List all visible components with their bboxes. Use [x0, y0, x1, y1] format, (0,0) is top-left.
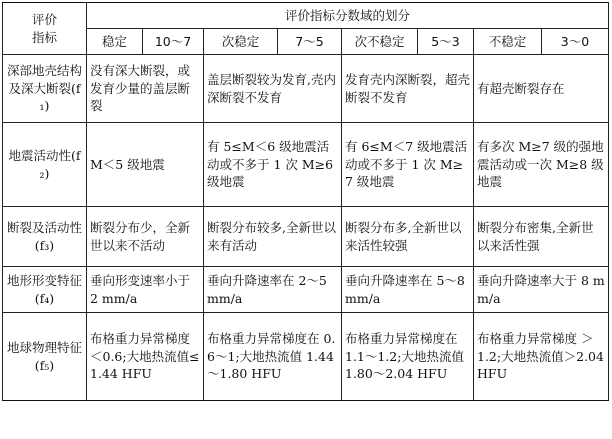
level-name: 次不稳定 [342, 29, 418, 55]
level-name: 不稳定 [474, 29, 542, 55]
table-cell: 断裂分布多,全新世以来活性较强 [342, 207, 474, 267]
row-label: 地震活动性(f₂) [3, 123, 87, 207]
table-cell: 没有深大断裂，或发育少量的盖层断裂 [87, 55, 204, 123]
evaluation-table [2, 2, 609, 401]
level-name: 稳定 [87, 29, 143, 55]
table-row [3, 313, 609, 401]
table-row [3, 123, 609, 207]
table-cell: M＜5 级地震 [87, 123, 204, 207]
row-label: 地球物理特征(f₅) [3, 313, 87, 401]
row-label: 地形形变特征(f₄) [3, 267, 87, 313]
level-range: 3～0 [542, 29, 609, 55]
level-name: 次稳定 [204, 29, 278, 55]
table-cell: 有多次 M≥7 级的强地震活动或一次 M≥8 级地震 [474, 123, 609, 207]
table-cell: 有 5≤M＜6 级地震活动或不多于 1 次 M≥6 级地震 [204, 123, 342, 207]
table-cell: 有超壳断裂存在 [474, 55, 609, 123]
table-cell: 布格重力异常梯度 ＞1.2;大地热流值＞2.04 HFU [474, 313, 609, 401]
row-label: 断裂及活动性(f₃) [3, 207, 87, 267]
table-row [3, 267, 609, 313]
table-row [3, 207, 609, 267]
table-cell: 垂向升降速率在 5～8 mm/a [342, 267, 474, 313]
table-cell: 断裂分布较多,全新世以来有活动 [204, 207, 342, 267]
level-range: 10～7 [143, 29, 204, 55]
table-cell: 断裂分布少，全新世以来不活动 [87, 207, 204, 267]
table-cell: 布格重力异常梯度在 0.6～1;大地热流值 1.44～1.80 HFU [204, 313, 342, 401]
table-title: 评价指标分数域的划分 [87, 3, 609, 29]
table-cell: 断裂分布密集,全新世以来活性强 [474, 207, 609, 267]
table-cell: 发育壳内深断裂，超壳断裂不发育 [342, 55, 474, 123]
row-label: 深部地壳结构及深大断裂(f₁) [3, 55, 87, 123]
table-cell: 垂向升降速率在 2～5 mm/a [204, 267, 342, 313]
level-range: 5～3 [418, 29, 474, 55]
table-cell: 布格重力异常梯度在 1.1～1.2;大地热流值 1.80～2.04 HFU [342, 313, 474, 401]
table-cell: 垂向形变速率小于 2 mm/a [87, 267, 204, 313]
table-cell: 盖层断裂较为发育,壳内深断裂不发育 [204, 55, 342, 123]
level-range: 7～5 [278, 29, 342, 55]
corner-header: 评价 指标 [3, 3, 87, 55]
table-cell: 布格重力异常梯度＜0.6;大地热流值≤1.44 HFU [87, 313, 204, 401]
table-row [3, 55, 609, 123]
table-cell: 垂向升降速率大于 8 mm/a [474, 267, 609, 313]
table-cell: 有 6≤M＜7 级地震活动或不多于 1 次 M≥7 级地震 [342, 123, 474, 207]
